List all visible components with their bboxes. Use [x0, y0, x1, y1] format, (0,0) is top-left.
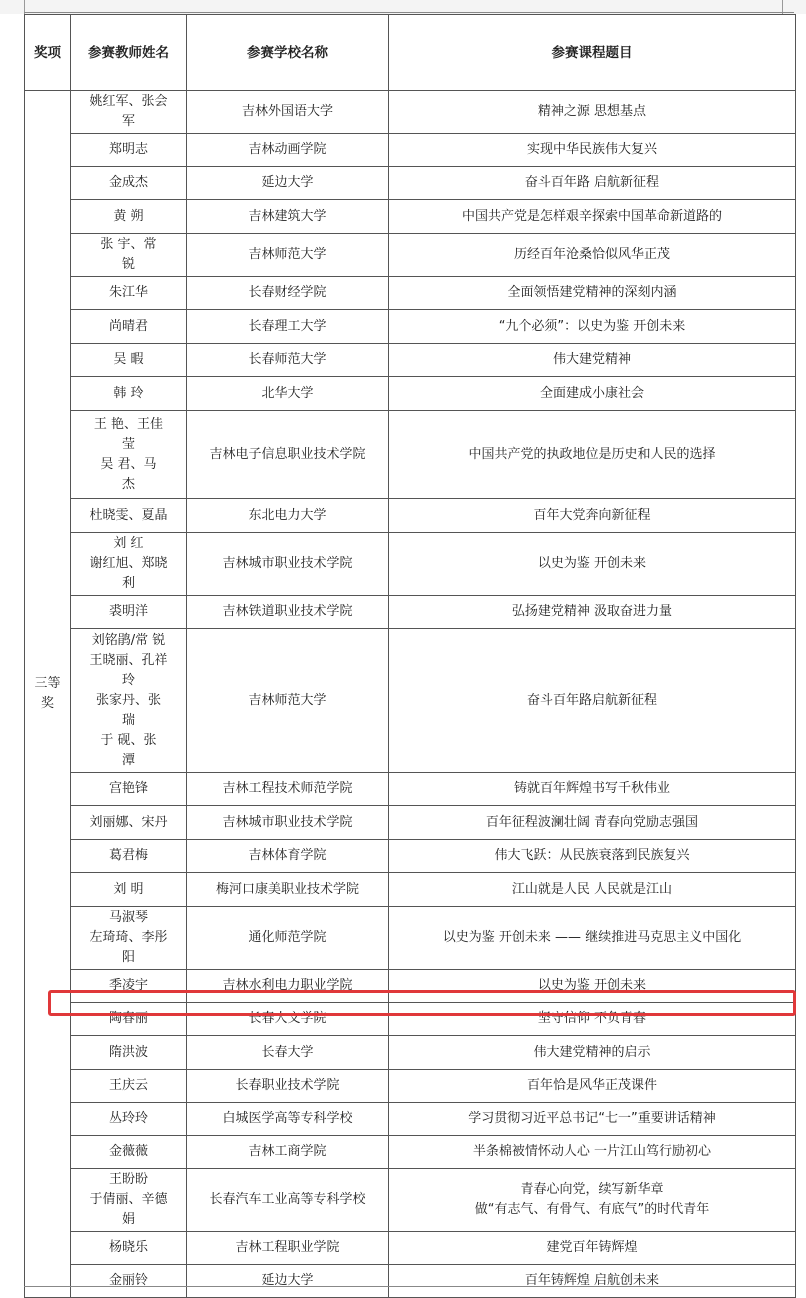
teacher-names-cell: 隋洪波 [71, 1036, 187, 1070]
table-row [25, 91, 796, 134]
topic-cell: 历经百年沧桑恰似风华正茂 [389, 234, 796, 277]
teacher-names-cell: 宫艳锋 [71, 773, 187, 806]
topic-cell: 伟大建党精神 [389, 344, 796, 377]
topic-cell: 以史为鉴 开创未来 [389, 970, 796, 1003]
school-cell: 吉林体育学院 [187, 840, 389, 873]
topic-cell: 坚守信仰 不负青春 [389, 1003, 796, 1036]
school-cell: 延边大学 [187, 167, 389, 200]
topic-cell: 伟大建党精神的启示 [389, 1036, 796, 1070]
topic-cell: 铸就百年辉煌书写千秋伟业 [389, 773, 796, 806]
school-cell: 吉林电子信息职业技术学院 [187, 411, 389, 499]
table-row [25, 873, 796, 907]
school-cell: 长春财经学院 [187, 277, 389, 310]
table-row [25, 1036, 796, 1070]
table-row [25, 1070, 796, 1103]
teacher-names-cell: 王 艳、王佳 莹 吴 君、马 杰 [71, 411, 187, 499]
teacher-names-cell: 尚晴君 [71, 310, 187, 344]
table-row [25, 773, 796, 806]
school-cell: 长春人文学院 [187, 1003, 389, 1036]
teacher-names-cell: 裘明洋 [71, 596, 187, 629]
table-row [25, 310, 796, 344]
school-cell: 吉林建筑大学 [187, 200, 389, 234]
school-cell: 梅河口康美职业技术学院 [187, 873, 389, 907]
teacher-names-cell: 刘丽娜、宋丹 [71, 806, 187, 840]
topic-cell: 奋斗百年路 启航新征程 [389, 167, 796, 200]
topic-cell: 青春心向党，续写新华章 做“有志气、有骨气、有底气”的时代青年 [389, 1169, 796, 1232]
topic-cell: 百年铸辉煌 启航创未来 [389, 1265, 796, 1298]
topic-cell: 中国共产党的执政地位是历史和人民的选择 [389, 411, 796, 499]
header-school: 参赛学校名称 [187, 15, 389, 91]
header-teacher: 参赛教师姓名 [71, 15, 187, 91]
teacher-names-cell: 郑明志 [71, 134, 187, 167]
teacher-names-cell: 金薇薇 [71, 1136, 187, 1169]
highlight-box [48, 990, 796, 1016]
table-row [25, 1265, 796, 1298]
teacher-names-cell: 吴 暇 [71, 344, 187, 377]
topic-cell: 百年恰是风华正茂课件 [389, 1070, 796, 1103]
topic-cell: 中国共产党是怎样艰辛探索中国革命新道路的 [389, 200, 796, 234]
school-cell: 吉林水利电力职业学院 [187, 970, 389, 1003]
teacher-names-cell: 韩 玲 [71, 377, 187, 411]
table-row [25, 344, 796, 377]
school-cell: 通化师范学院 [187, 907, 389, 970]
topic-cell: 弘扬建党精神 汲取奋进力量 [389, 596, 796, 629]
table-row [25, 840, 796, 873]
school-cell: 长春理工大学 [187, 310, 389, 344]
teacher-names-cell: 季凌宇 [71, 970, 187, 1003]
bottom-border-line [24, 1286, 795, 1287]
topic-cell: 半条棉被情怀动人心 一片江山笃行励初心 [389, 1136, 796, 1169]
awards-table [24, 14, 796, 1298]
school-cell: 长春职业技术学院 [187, 1070, 389, 1103]
topic-cell: 江山就是人民 人民就是江山 [389, 873, 796, 907]
topic-cell: 精神之源 思想基点 [389, 91, 796, 134]
school-cell: 吉林动画学院 [187, 134, 389, 167]
topic-cell: 以史为鉴 开创未来 [389, 533, 796, 596]
table-row [25, 411, 796, 499]
school-cell: 吉林工程技术师范学院 [187, 773, 389, 806]
school-cell: 吉林师范大学 [187, 629, 389, 773]
teacher-names-cell: 刘 红 谢红旭、郑晓 利 [71, 533, 187, 596]
topic-cell: 学习贯彻习近平总书记“七一”重要讲话精神 [389, 1103, 796, 1136]
school-cell: 吉林铁道职业技术学院 [187, 596, 389, 629]
table-row [25, 596, 796, 629]
teacher-names-cell: 杜晓雯、夏晶 [71, 499, 187, 533]
table-row [25, 629, 796, 773]
school-cell: 东北电力大学 [187, 499, 389, 533]
teacher-names-cell: 王庆云 [71, 1070, 187, 1103]
school-cell: 吉林城市职业技术学院 [187, 806, 389, 840]
school-cell: 北华大学 [187, 377, 389, 411]
teacher-names-cell: 张 宇、常 锐 [71, 234, 187, 277]
teacher-names-cell: 黄 朔 [71, 200, 187, 234]
top-border-line [24, 12, 794, 13]
teacher-names-cell: 刘铭鹃/常 锐 王晓丽、孔祥 玲 张家丹、张 瑞 于 砚、张 潭 [71, 629, 187, 773]
table-row [25, 1103, 796, 1136]
teacher-names-cell: 丛玲玲 [71, 1103, 187, 1136]
teacher-names-cell: 陶春丽 [71, 1003, 187, 1036]
teacher-names-cell: 杨晓乐 [71, 1232, 187, 1265]
school-cell: 吉林工商学院 [187, 1136, 389, 1169]
school-cell: 吉林师范大学 [187, 234, 389, 277]
teacher-names-cell: 马淑琴 左琦琦、李彤 阳 [71, 907, 187, 970]
school-cell: 延边大学 [187, 1265, 389, 1298]
topic-cell: 伟大飞跃：从民族衰落到民族复兴 [389, 840, 796, 873]
teacher-names-cell: 葛君梅 [71, 840, 187, 873]
school-cell: 吉林外国语大学 [187, 91, 389, 134]
table-body [25, 91, 796, 1298]
topic-cell: 实现中华民族伟大复兴 [389, 134, 796, 167]
table-row [25, 907, 796, 970]
teacher-names-cell: 姚红军、张会 军 [71, 91, 187, 134]
teacher-names-cell: 金丽铃 [71, 1265, 187, 1298]
teacher-names-cell: 刘 明 [71, 873, 187, 907]
topic-cell: 奋斗百年路启航新征程 [389, 629, 796, 773]
award-group-cell: 三等 奖 [25, 91, 71, 1298]
table-row [25, 1232, 796, 1265]
table-row [25, 499, 796, 533]
topic-cell: 全面建成小康社会 [389, 377, 796, 411]
school-cell: 长春大学 [187, 1036, 389, 1070]
table-row [25, 234, 796, 277]
school-cell: 长春师范大学 [187, 344, 389, 377]
table-row [25, 533, 796, 596]
table-row [25, 1136, 796, 1169]
table-row [25, 134, 796, 167]
topic-cell: “九个必须”：以史为鉴 开创未来 [389, 310, 796, 344]
topic-cell: 百年征程波澜壮阔 青春向党励志强国 [389, 806, 796, 840]
header-row [25, 15, 796, 91]
topic-cell: 百年大党奔向新征程 [389, 499, 796, 533]
topic-cell: 建党百年铸辉煌 [389, 1232, 796, 1265]
topic-cell: 全面领悟建党精神的深刻内涵 [389, 277, 796, 310]
teacher-names-cell: 王盼盼 于倩丽、辛德 娟 [71, 1169, 187, 1232]
school-cell: 白城医学高等专科学校 [187, 1103, 389, 1136]
table-row [25, 806, 796, 840]
table-row [25, 200, 796, 234]
table-row [25, 167, 796, 200]
table-row [25, 377, 796, 411]
header-award: 奖项 [25, 15, 71, 91]
table-row [25, 277, 796, 310]
table-row [25, 1169, 796, 1232]
topic-cell: 以史为鉴 开创未来 —— 继续推进马克思主义中国化 [389, 907, 796, 970]
teacher-names-cell: 朱江华 [71, 277, 187, 310]
header-topic: 参赛课程题目 [389, 15, 796, 91]
teacher-names-cell: 金成杰 [71, 167, 187, 200]
school-cell: 吉林工程职业学院 [187, 1232, 389, 1265]
school-cell: 吉林城市职业技术学院 [187, 533, 389, 596]
school-cell: 长春汽车工业高等专科学校 [187, 1169, 389, 1232]
